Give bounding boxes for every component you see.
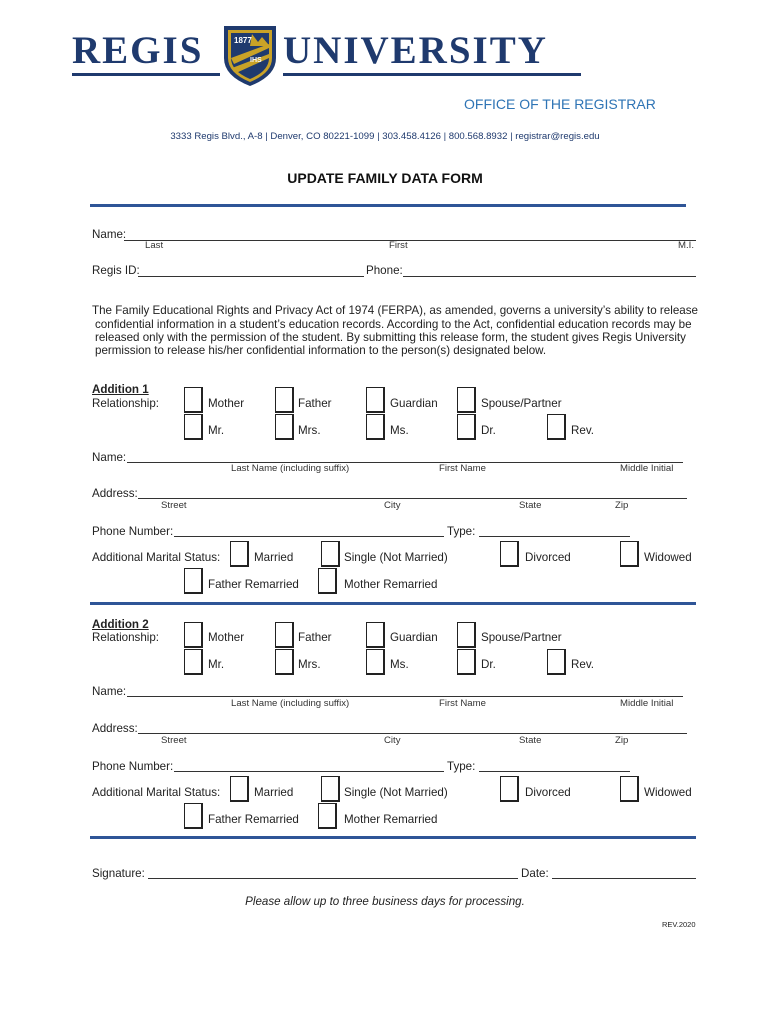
a2-label-mr: Mr.	[208, 658, 225, 671]
ferpa-line-4: permission to release his/her confidential information to the person(s) designated below.	[95, 344, 547, 357]
a2-first-name-caption: First Name	[439, 698, 486, 709]
a2-checkbox-father-remarried[interactable]	[184, 803, 203, 829]
a2-marital-label: Additional Marital Status:	[92, 786, 221, 799]
a2-state-caption: State	[519, 735, 542, 746]
brand-underline-left	[72, 73, 220, 76]
a1-marital-label: Additional Marital Status:	[92, 551, 221, 564]
a1-checkbox-ms[interactable]	[366, 414, 385, 440]
a1-label-widowed: Widowed	[644, 551, 692, 564]
a1-label-father-remarried: Father Remarried	[208, 578, 299, 591]
ferpa-line-3: released only with the permission of the student. By submitting this release form, the student gives Regis University	[95, 331, 686, 344]
a2-checkbox-mr[interactable]	[184, 649, 203, 675]
addition-2-relationship-label: Relationship:	[92, 631, 160, 644]
addition-1-heading: Addition 1	[92, 383, 149, 396]
university-seal-icon	[222, 24, 278, 88]
a1-label-mother: Mother	[208, 397, 245, 410]
a2-label-divorced: Divorced	[525, 786, 571, 799]
a2-name-field[interactable]	[127, 696, 683, 697]
a1-phone-label: Phone Number:	[92, 525, 174, 538]
student-name-field[interactable]	[124, 240, 696, 241]
a1-checkbox-guardian[interactable]	[366, 387, 385, 413]
student-first-caption: First	[389, 240, 408, 251]
a2-phone-label: Phone Number:	[92, 760, 174, 773]
a1-label-mr: Mr.	[208, 424, 225, 437]
brand-name-left: REGIS	[72, 29, 204, 72]
a2-zip-caption: Zip	[615, 735, 629, 746]
a2-name-label: Name:	[92, 685, 127, 698]
a2-label-mother: Mother	[208, 631, 245, 644]
a2-last-name-caption: Last Name (including suffix)	[231, 698, 350, 709]
a2-label-married: Married	[254, 786, 294, 799]
a1-state-caption: State	[519, 500, 542, 511]
a2-label-spouse-partner: Spouse/Partner	[481, 631, 562, 644]
a1-address-field[interactable]	[138, 498, 687, 499]
a1-checkbox-father-remarried[interactable]	[184, 568, 203, 594]
a2-checkbox-single[interactable]	[321, 776, 340, 802]
a1-checkbox-dr[interactable]	[457, 414, 476, 440]
regis-id-label: Regis ID:	[92, 264, 140, 277]
a1-city-caption: City	[384, 500, 401, 511]
a1-name-label: Name:	[92, 451, 127, 464]
a1-phone-field[interactable]	[174, 536, 444, 537]
a1-label-single: Single (Not Married)	[344, 551, 448, 564]
a2-label-single: Single (Not Married)	[344, 786, 448, 799]
student-name-label: Name:	[92, 228, 127, 241]
a1-checkbox-mother-remarried[interactable]	[318, 568, 337, 594]
a2-street-caption: Street	[161, 735, 187, 746]
a2-checkbox-mother[interactable]	[184, 622, 203, 648]
a1-checkbox-mrs[interactable]	[275, 414, 294, 440]
student-phone-label: Phone:	[366, 264, 403, 277]
form-title: UPDATE FAMILY DATA FORM	[287, 170, 483, 186]
ferpa-line-2: confidential information in a student’s education records. According to the Act, confidential education records may be	[95, 318, 692, 331]
ferpa-line-1: The Family Educational Rights and Privacy Act of 1974 (FERPA), as amended, governs a university’s ability to release	[92, 304, 698, 317]
a1-checkbox-mother[interactable]	[184, 387, 203, 413]
a1-label-guardian: Guardian	[390, 397, 438, 410]
a1-type-label: Type:	[447, 525, 476, 538]
addition-1-relationship-label: Relationship:	[92, 397, 160, 410]
brand-name-right: UNIVERSITY	[283, 29, 548, 72]
student-last-caption: Last	[145, 240, 164, 251]
regis-id-field[interactable]	[138, 276, 364, 277]
seal-letters: IHS	[250, 57, 262, 64]
signature-label: Signature:	[92, 867, 145, 880]
a1-last-name-caption: Last Name (including suffix)	[231, 463, 350, 474]
a1-checkbox-married[interactable]	[230, 541, 249, 567]
addition-2-heading: Addition 2	[92, 618, 149, 631]
a1-label-spouse-partner: Spouse/Partner	[481, 397, 562, 410]
date-label: Date:	[521, 867, 549, 880]
a1-middle-initial-caption: Middle Initial	[620, 463, 674, 474]
a1-label-rev: Rev.	[571, 424, 594, 437]
a1-label-mother-remarried: Mother Remarried	[344, 578, 438, 591]
revision-label: REV.2020	[662, 920, 696, 929]
a1-checkbox-divorced[interactable]	[500, 541, 519, 567]
a1-label-dr: Dr.	[481, 424, 496, 437]
a1-address-label: Address:	[92, 487, 138, 500]
a1-checkbox-mr[interactable]	[184, 414, 203, 440]
a2-label-rev: Rev.	[571, 658, 594, 671]
a1-label-mrs: Mrs.	[298, 424, 321, 437]
student-mi-caption: M.I.	[678, 240, 694, 251]
a2-label-ms: Ms.	[390, 658, 409, 671]
brand-underline-right	[283, 73, 581, 76]
a2-checkbox-ms[interactable]	[366, 649, 385, 675]
title-divider	[90, 204, 686, 207]
a2-middle-initial-caption: Middle Initial	[620, 698, 674, 709]
a2-label-dr: Dr.	[481, 658, 496, 671]
a1-zip-caption: Zip	[615, 500, 629, 511]
a2-checkbox-rev[interactable]	[547, 649, 566, 675]
contact-line: 3333 Regis Blvd., A-8 | Denver, CO 80221-1099 | 303.458.4126 | 800.568.8932 | registrar@regis.edu	[170, 131, 600, 142]
a2-checkbox-father[interactable]	[275, 622, 294, 648]
addition-divider-1	[90, 602, 696, 605]
processing-note: Please allow up to three business days for processing.	[245, 895, 525, 908]
a2-label-guardian: Guardian	[390, 631, 438, 644]
a2-checkbox-mother-remarried[interactable]	[318, 803, 337, 829]
a2-type-field[interactable]	[479, 771, 630, 772]
a2-address-label: Address:	[92, 722, 138, 735]
a2-checkbox-dr[interactable]	[457, 649, 476, 675]
a2-checkbox-spouse-partner[interactable]	[457, 622, 476, 648]
a1-checkbox-spouse-partner[interactable]	[457, 387, 476, 413]
a1-checkbox-rev[interactable]	[547, 414, 566, 440]
a2-city-caption: City	[384, 735, 401, 746]
student-phone-field[interactable]	[403, 276, 696, 277]
a2-address-field[interactable]	[138, 733, 687, 734]
a2-label-father: Father	[298, 631, 332, 644]
seal-year: 1877	[234, 36, 252, 45]
a1-label-father: Father	[298, 397, 332, 410]
a2-checkbox-guardian[interactable]	[366, 622, 385, 648]
a1-label-married: Married	[254, 551, 294, 564]
a1-checkbox-widowed[interactable]	[620, 541, 639, 567]
signature-field[interactable]	[148, 878, 518, 879]
a1-name-field[interactable]	[127, 462, 683, 463]
office-title: OFFICE OF THE REGISTRAR	[464, 96, 656, 112]
a1-label-divorced: Divorced	[525, 551, 571, 564]
a1-checkbox-father[interactable]	[275, 387, 294, 413]
a2-phone-field[interactable]	[174, 771, 444, 772]
a1-checkbox-single[interactable]	[321, 541, 340, 567]
a1-type-field[interactable]	[479, 536, 630, 537]
a2-label-father-remarried: Father Remarried	[208, 813, 299, 826]
a2-type-label: Type:	[447, 760, 476, 773]
a1-first-name-caption: First Name	[439, 463, 486, 474]
addition-divider-2	[90, 836, 696, 839]
a1-label-ms: Ms.	[390, 424, 409, 437]
a2-label-widowed: Widowed	[644, 786, 692, 799]
a2-checkbox-married[interactable]	[230, 776, 249, 802]
date-field[interactable]	[552, 878, 696, 879]
a2-label-mrs: Mrs.	[298, 658, 321, 671]
a2-checkbox-divorced[interactable]	[500, 776, 519, 802]
a2-checkbox-mrs[interactable]	[275, 649, 294, 675]
a1-street-caption: Street	[161, 500, 187, 511]
a2-checkbox-widowed[interactable]	[620, 776, 639, 802]
a2-label-mother-remarried: Mother Remarried	[344, 813, 438, 826]
